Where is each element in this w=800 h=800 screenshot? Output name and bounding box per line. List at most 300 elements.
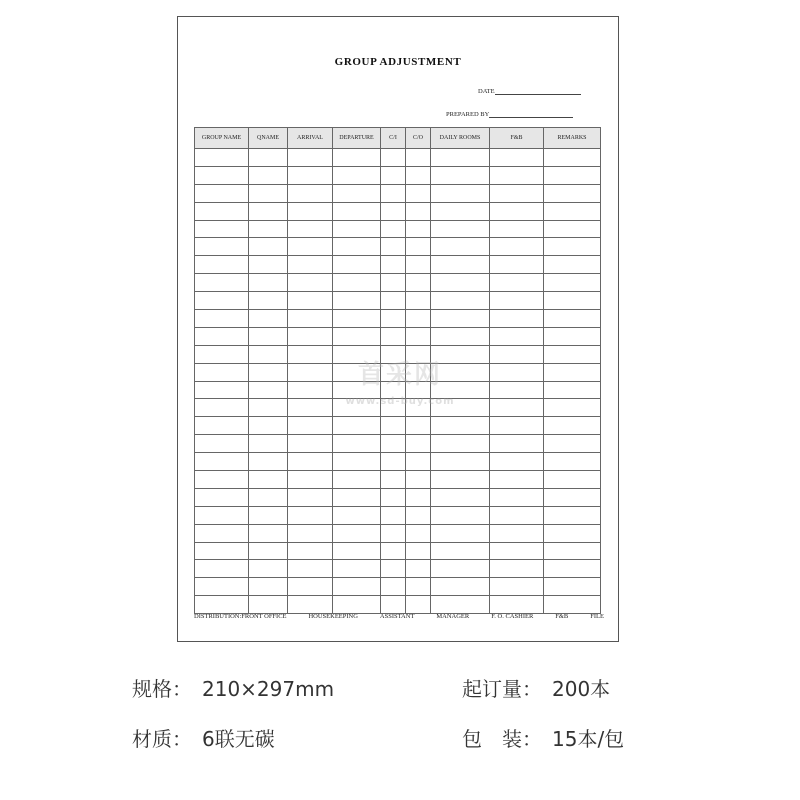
table-row: [195, 238, 601, 256]
table-cell: [195, 310, 249, 328]
table-cell: [490, 327, 544, 345]
table-cell: [381, 488, 406, 506]
spec-material: [132, 723, 275, 752]
table-cell: [490, 220, 544, 238]
distribution-item: DISTRIBUTION:FRONT OFFICE: [194, 613, 287, 620]
table-cell: [333, 542, 381, 560]
table-cell: [406, 596, 431, 614]
table-cell: [381, 345, 406, 363]
table-cell: [544, 327, 601, 345]
table-cell: [490, 149, 544, 167]
table-cell: [381, 417, 406, 435]
form-title: GROUP ADJUSTMENT: [334, 56, 462, 68]
spec-size-label: 规格：: [132, 677, 192, 701]
table-cell: [333, 202, 381, 220]
table-cell: [195, 560, 249, 578]
table-cell: [333, 363, 381, 381]
table-cell: [381, 202, 406, 220]
table-cell: [544, 166, 601, 184]
spec-moq-value: 200本: [552, 677, 611, 701]
table-cell: [288, 435, 333, 453]
table-cell: [431, 292, 490, 310]
table-cell: [490, 292, 544, 310]
distribution-item: F&B: [555, 613, 569, 620]
table-cell: [490, 238, 544, 256]
table-row: [195, 596, 601, 614]
table-cell: [249, 596, 288, 614]
table-cell: [249, 453, 288, 471]
table-row: [195, 345, 601, 363]
table-cell: [249, 578, 288, 596]
table-cell: [381, 399, 406, 417]
table-cell: [288, 149, 333, 167]
table-cell: [249, 202, 288, 220]
table-cell: [195, 471, 249, 489]
spec-size: [132, 673, 334, 702]
table-cell: [406, 256, 431, 274]
table-cell: [431, 578, 490, 596]
table-cell: [544, 524, 601, 542]
table-cell: [249, 399, 288, 417]
column-header: C/I: [381, 128, 406, 149]
table-cell: [544, 399, 601, 417]
table-cell: [406, 578, 431, 596]
table-cell: [431, 345, 490, 363]
date-label: DATE: [478, 88, 495, 95]
table-cell: [195, 149, 249, 167]
prepared-by-field: [446, 111, 573, 118]
table-cell: [406, 453, 431, 471]
table-cell: [333, 220, 381, 238]
table-cell: [406, 506, 431, 524]
table-row: [195, 435, 601, 453]
table-cell: [288, 274, 333, 292]
table-cell: [490, 471, 544, 489]
table-cell: [249, 238, 288, 256]
table-cell: [544, 274, 601, 292]
table-cell: [431, 381, 490, 399]
table-cell: [333, 184, 381, 202]
spec-moq-label: 起订量：: [462, 677, 542, 701]
table-cell: [544, 363, 601, 381]
table-cell: [195, 238, 249, 256]
table-cell: [406, 381, 431, 399]
table-cell: [249, 184, 288, 202]
table-cell: [431, 202, 490, 220]
table-cell: [249, 220, 288, 238]
column-header: DAILY ROOMS: [431, 128, 490, 149]
table-cell: [490, 363, 544, 381]
table-cell: [431, 149, 490, 167]
table-cell: [381, 184, 406, 202]
table-cell: [195, 488, 249, 506]
table-cell: [490, 184, 544, 202]
table-cell: [431, 166, 490, 184]
distribution-item: FILE: [590, 613, 604, 620]
table-cell: [333, 310, 381, 328]
table-cell: [431, 184, 490, 202]
table-cell: [288, 399, 333, 417]
watermark-logo: 首采网: [357, 360, 442, 390]
table-cell: [381, 238, 406, 256]
table-cell: [288, 506, 333, 524]
table-cell: [381, 381, 406, 399]
table-cell: [406, 166, 431, 184]
form-sheet: [177, 16, 619, 642]
table-cell: [195, 417, 249, 435]
table-cell: [288, 542, 333, 560]
table-cell: [544, 506, 601, 524]
table-cell: [544, 184, 601, 202]
distribution-line: [194, 613, 604, 620]
table-cell: [431, 506, 490, 524]
table-cell: [544, 471, 601, 489]
table-cell: [249, 542, 288, 560]
table-cell: [249, 256, 288, 274]
table-row: [195, 184, 601, 202]
table-cell: [288, 327, 333, 345]
table-cell: [431, 471, 490, 489]
table-cell: [288, 202, 333, 220]
table-cell: [406, 292, 431, 310]
table-cell: [195, 220, 249, 238]
table-cell: [333, 256, 381, 274]
table-cell: [195, 578, 249, 596]
table-cell: [195, 399, 249, 417]
table-cell: [490, 453, 544, 471]
table-cell: [544, 220, 601, 238]
table-header-row: [195, 128, 601, 149]
table-cell: [249, 435, 288, 453]
table-cell: [333, 578, 381, 596]
table-cell: [381, 542, 406, 560]
table-cell: [431, 453, 490, 471]
table-cell: [288, 381, 333, 399]
table-cell: [406, 327, 431, 345]
table-cell: [288, 256, 333, 274]
table-cell: [288, 471, 333, 489]
table-cell: [406, 399, 431, 417]
table-cell: [288, 363, 333, 381]
table-row: [195, 202, 601, 220]
table-cell: [333, 524, 381, 542]
prepared-by-underline: [489, 111, 573, 118]
spec-material-label: 材质：: [132, 727, 192, 751]
table-cell: [406, 310, 431, 328]
table-cell: [333, 399, 381, 417]
table-cell: [544, 596, 601, 614]
spec-packaging: [462, 723, 624, 752]
table-cell: [431, 417, 490, 435]
table-cell: [544, 560, 601, 578]
table-cell: [490, 435, 544, 453]
table-cell: [381, 471, 406, 489]
table-cell: [249, 560, 288, 578]
table-cell: [490, 202, 544, 220]
column-header: QNAME: [249, 128, 288, 149]
table-row: [195, 166, 601, 184]
table-cell: [381, 149, 406, 167]
table-cell: [288, 238, 333, 256]
table-cell: [544, 345, 601, 363]
table-cell: [333, 327, 381, 345]
table-cell: [544, 542, 601, 560]
table-cell: [406, 345, 431, 363]
table-cell: [544, 453, 601, 471]
table-cell: [490, 166, 544, 184]
table-cell: [333, 506, 381, 524]
table-cell: [381, 292, 406, 310]
column-header: GROUP NAME: [195, 128, 249, 149]
table-cell: [249, 363, 288, 381]
table-cell: [431, 363, 490, 381]
table-cell: [195, 292, 249, 310]
table-cell: [490, 524, 544, 542]
table-cell: [431, 435, 490, 453]
table-cell: [195, 506, 249, 524]
table-cell: [381, 453, 406, 471]
table-cell: [195, 435, 249, 453]
column-header: F&B: [490, 128, 544, 149]
table-cell: [288, 166, 333, 184]
table-cell: [195, 524, 249, 542]
table-cell: [288, 524, 333, 542]
table-cell: [431, 542, 490, 560]
spec-packaging-value: 15本/包: [552, 727, 625, 751]
table-cell: [544, 435, 601, 453]
table-cell: [249, 149, 288, 167]
table-cell: [431, 274, 490, 292]
table-cell: [406, 220, 431, 238]
table-cell: [431, 488, 490, 506]
column-header: ARRIVAL: [288, 128, 333, 149]
table-cell: [381, 327, 406, 345]
table-cell: [406, 560, 431, 578]
table-row: [195, 381, 601, 399]
table-body: [195, 149, 601, 614]
table-cell: [431, 399, 490, 417]
table-cell: [544, 578, 601, 596]
table-row: [195, 220, 601, 238]
table-cell: [381, 363, 406, 381]
table-cell: [544, 149, 601, 167]
table-cell: [431, 560, 490, 578]
table-cell: [381, 310, 406, 328]
distribution-item: F. O. CASHIER: [491, 613, 534, 620]
table-cell: [544, 381, 601, 399]
table-cell: [381, 596, 406, 614]
table-cell: [195, 381, 249, 399]
table-row: [195, 524, 601, 542]
table-cell: [333, 560, 381, 578]
table-cell: [195, 345, 249, 363]
table-row: [195, 256, 601, 274]
table-cell: [195, 327, 249, 345]
table-cell: [406, 417, 431, 435]
table-cell: [333, 435, 381, 453]
table-cell: [544, 488, 601, 506]
spec-moq: [462, 673, 610, 702]
table-row: [195, 542, 601, 560]
table-cell: [333, 417, 381, 435]
table-cell: [490, 399, 544, 417]
table-cell: [431, 220, 490, 238]
table-cell: [288, 578, 333, 596]
table-cell: [249, 506, 288, 524]
table-cell: [195, 453, 249, 471]
table-cell: [333, 381, 381, 399]
column-header: C/O: [406, 128, 431, 149]
table-cell: [288, 220, 333, 238]
table-row: [195, 578, 601, 596]
table-row: [195, 560, 601, 578]
table-cell: [431, 596, 490, 614]
table-cell: [406, 542, 431, 560]
table-cell: [490, 488, 544, 506]
table-cell: [381, 220, 406, 238]
table-cell: [333, 488, 381, 506]
table-cell: [288, 453, 333, 471]
table-cell: [381, 560, 406, 578]
table-row: [195, 471, 601, 489]
table-cell: [490, 274, 544, 292]
table-cell: [333, 149, 381, 167]
table-cell: [544, 256, 601, 274]
table-cell: [431, 524, 490, 542]
table-cell: [249, 381, 288, 399]
table-cell: [195, 363, 249, 381]
table-cell: [288, 184, 333, 202]
table-cell: [490, 345, 544, 363]
table-cell: [431, 238, 490, 256]
table-cell: [288, 310, 333, 328]
table-cell: [406, 202, 431, 220]
table-cell: [288, 292, 333, 310]
table-cell: [490, 506, 544, 524]
table-cell: [490, 560, 544, 578]
table-cell: [195, 596, 249, 614]
table-cell: [333, 292, 381, 310]
table-cell: [490, 596, 544, 614]
table-cell: [381, 256, 406, 274]
table-cell: [249, 274, 288, 292]
table-cell: [490, 542, 544, 560]
watermark-url: www.sd-buy.com: [345, 396, 455, 407]
table-cell: [431, 256, 490, 274]
table-cell: [406, 149, 431, 167]
table-cell: [195, 542, 249, 560]
table-cell: [249, 345, 288, 363]
table-cell: [490, 578, 544, 596]
table-cell: [490, 417, 544, 435]
spec-packaging-label: 包 装：: [462, 727, 542, 751]
spec-material-value: 6联无碳: [202, 727, 275, 751]
table-cell: [406, 238, 431, 256]
table-cell: [431, 327, 490, 345]
table-cell: [249, 310, 288, 328]
table-cell: [333, 166, 381, 184]
date-underline: [495, 88, 581, 95]
table-cell: [249, 166, 288, 184]
table-cell: [381, 524, 406, 542]
table-cell: [249, 292, 288, 310]
table-cell: [406, 184, 431, 202]
table-cell: [288, 417, 333, 435]
date-field: [478, 88, 581, 95]
distribution-item: HOUSEKEEPING: [308, 613, 358, 620]
table-row: [195, 488, 601, 506]
spec-size-value: 210×297mm: [202, 677, 335, 701]
column-header: DEPARTURE: [333, 128, 381, 149]
table-cell: [333, 596, 381, 614]
table-cell: [288, 488, 333, 506]
prepared-by-label: PREPARED BY: [446, 111, 490, 118]
table-cell: [195, 184, 249, 202]
table-cell: [544, 202, 601, 220]
table-cell: [544, 310, 601, 328]
table-row: [195, 274, 601, 292]
table-cell: [195, 166, 249, 184]
table-cell: [288, 560, 333, 578]
table-cell: [381, 578, 406, 596]
table-cell: [195, 202, 249, 220]
group-adjustment-table: [194, 127, 601, 614]
table-cell: [195, 256, 249, 274]
table-cell: [249, 417, 288, 435]
distribution-item: MANAGER: [436, 613, 470, 620]
table-cell: [333, 471, 381, 489]
table-cell: [406, 471, 431, 489]
table-row: [195, 292, 601, 310]
table-cell: [544, 292, 601, 310]
table-row: [195, 310, 601, 328]
table-cell: [249, 488, 288, 506]
table-cell: [381, 274, 406, 292]
table-cell: [288, 596, 333, 614]
table-cell: [288, 345, 333, 363]
table-cell: [333, 238, 381, 256]
table-cell: [490, 256, 544, 274]
table-cell: [381, 506, 406, 524]
table-row: [195, 327, 601, 345]
table-cell: [406, 488, 431, 506]
table-cell: [544, 238, 601, 256]
table-row: [195, 506, 601, 524]
table-row: [195, 149, 601, 167]
table-cell: [249, 327, 288, 345]
table-cell: [406, 363, 431, 381]
table-cell: [333, 345, 381, 363]
table-cell: [381, 166, 406, 184]
column-header: REMARKS: [544, 128, 601, 149]
table-cell: [490, 381, 544, 399]
table-row: [195, 453, 601, 471]
distribution-item: ASSISTANT: [379, 613, 415, 620]
table-row: [195, 417, 601, 435]
table-cell: [333, 274, 381, 292]
table-cell: [249, 524, 288, 542]
table-row: [195, 399, 601, 417]
table-cell: [431, 310, 490, 328]
table-cell: [544, 417, 601, 435]
table-cell: [381, 435, 406, 453]
table-cell: [490, 310, 544, 328]
table-cell: [406, 524, 431, 542]
table-cell: [406, 274, 431, 292]
table-row: [195, 363, 601, 381]
table-cell: [406, 435, 431, 453]
table-cell: [195, 274, 249, 292]
